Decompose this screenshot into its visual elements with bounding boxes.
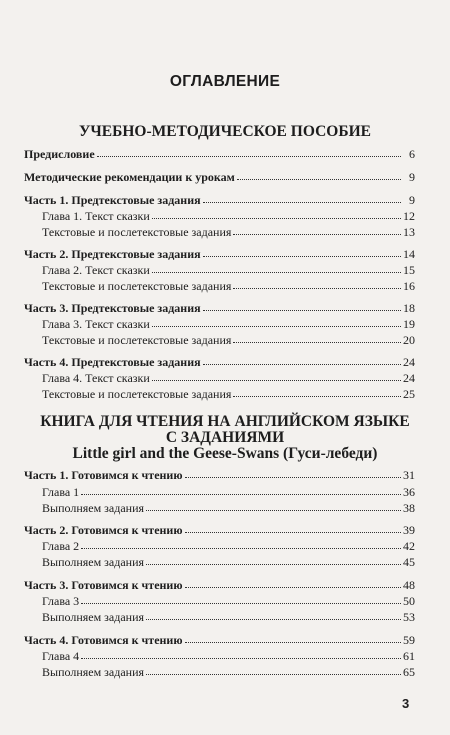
toc-entry-page: 16 [403, 279, 415, 293]
page-title: ОГЛАВЛЕНИЕ [169, 73, 281, 90]
toc-entry-reader-part-3[interactable] [24, 577, 415, 593]
dot-leader [146, 609, 401, 620]
toc-entry-label: Текстовые и послетекстовые задания [42, 387, 232, 401]
toc-entry-tasks-2[interactable] [42, 278, 415, 294]
toc-entry-page: 25 [403, 387, 415, 401]
section-heading-methodical: УЧЕБНО-МЕТОДИЧЕСКОЕ ПОСОБИЕ [79, 123, 371, 140]
toc-entry-reader-chapter-1[interactable] [42, 484, 415, 500]
dot-leader [146, 554, 401, 565]
toc-entry-page: 45 [403, 555, 415, 569]
toc-entry-page: 48 [403, 578, 415, 592]
toc-entry-chapter-2[interactable] [42, 262, 415, 278]
toc-entry-page: 50 [403, 594, 415, 608]
toc-entry-label: Часть 2. Готовимся к чтению [24, 523, 183, 537]
toc-entry-label: Часть 3. Предтекстовые задания [24, 301, 201, 315]
toc-entry-label: Глава 4. Текст сказки [42, 371, 150, 385]
toc-entry-page: 38 [403, 501, 415, 515]
dot-leader [152, 208, 401, 219]
toc-entry-label: Текстовые и послетекстовые задания [42, 225, 232, 239]
toc-entry-tasks-4[interactable] [42, 386, 415, 402]
toc-entry-page: 24 [403, 355, 415, 369]
dot-leader [81, 593, 401, 604]
toc-entry-label: Глава 1. Текст сказки [42, 209, 150, 223]
toc-entry-part-4[interactable] [24, 354, 415, 370]
toc-entry-label: Глава 3 [42, 594, 80, 608]
toc-entry-page: 61 [403, 649, 415, 663]
toc-entry-page: 65 [403, 665, 415, 679]
section-heading-reader-line1: КНИГА ДЛЯ ЧТЕНИЯ НА АНГЛИЙСКОМ ЯЗЫКЕ [40, 413, 410, 430]
dot-leader [81, 538, 401, 549]
toc-entry-preface[interactable] [24, 146, 415, 162]
dot-leader [81, 648, 401, 659]
toc-entry-reader-tasks-4[interactable] [42, 664, 415, 680]
toc-entry-label: Выполняем задания [42, 665, 145, 679]
toc-entry-label: Часть 1. Готовимся к чтению [24, 468, 183, 482]
section-heading-reader-line3: Little girl and the Geese-Swans (Гуси-лебеди) [72, 445, 378, 462]
toc-entry-page: 19 [403, 317, 415, 331]
toc-entry-chapter-3[interactable] [42, 316, 415, 332]
dot-leader [233, 386, 401, 397]
toc-entry-page: 31 [403, 468, 415, 482]
toc-entry-page: 12 [403, 209, 415, 223]
dot-leader [146, 664, 401, 675]
dot-leader [233, 224, 401, 235]
toc-entry-part-1[interactable] [24, 192, 415, 208]
toc-entry-label: Выполняем задания [42, 555, 145, 569]
dot-leader [185, 577, 401, 588]
toc-entry-label: Глава 3. Текст сказки [42, 317, 150, 331]
toc-entry-label: Глава 1 [42, 485, 80, 499]
dot-leader [152, 370, 401, 381]
dot-leader [237, 169, 401, 180]
toc-entry-reader-chapter-3[interactable] [42, 593, 415, 609]
toc-entry-label: Глава 2 [42, 539, 80, 553]
toc-entry-chapter-1[interactable] [42, 208, 415, 224]
toc-entry-page: 13 [403, 225, 415, 239]
toc-entry-part-2[interactable] [24, 246, 415, 262]
toc-entry-reader-part-1[interactable] [24, 467, 415, 483]
dot-leader [233, 332, 401, 343]
page-number: 3 [402, 696, 410, 711]
toc-entry-label: Глава 2. Текст сказки [42, 263, 150, 277]
toc-entry-label: Текстовые и послетекстовые задания [42, 279, 232, 293]
toc-entry-label: Методические рекомендации к урокам [24, 170, 235, 184]
toc-entry-recommendations[interactable] [24, 169, 415, 185]
dot-leader [203, 246, 401, 257]
toc-entry-label: Часть 2. Предтекстовые задания [24, 247, 201, 261]
toc-entry-page: 9 [409, 170, 415, 184]
toc-entry-part-3[interactable] [24, 300, 415, 316]
toc-entry-reader-part-2[interactable] [24, 522, 415, 538]
toc-entry-page: 15 [403, 263, 415, 277]
dot-leader [152, 262, 401, 273]
toc-entry-chapter-4[interactable] [42, 370, 415, 386]
toc-entry-reader-part-4[interactable] [24, 632, 415, 648]
dot-leader [185, 522, 401, 533]
dot-leader [203, 192, 401, 203]
toc-entry-label: Выполняем задания [42, 610, 145, 624]
toc-entry-label: Часть 4. Готовимся к чтению [24, 633, 183, 647]
toc-entry-label: Часть 1. Предтекстовые задания [24, 193, 201, 207]
dot-leader [97, 146, 401, 157]
dot-leader [203, 354, 401, 365]
toc-entry-reader-tasks-3[interactable] [42, 609, 415, 625]
toc-entry-reader-tasks-1[interactable] [42, 500, 415, 516]
dot-leader [146, 500, 401, 511]
toc-entry-tasks-1[interactable] [42, 224, 415, 240]
dot-leader [152, 316, 401, 327]
toc-entry-page: 14 [403, 247, 415, 261]
toc-entry-page: 39 [403, 523, 415, 537]
toc-entry-label: Выполняем задания [42, 501, 145, 515]
toc-entry-tasks-3[interactable] [42, 332, 415, 348]
toc-entry-page: 9 [409, 193, 415, 207]
toc-entry-page: 18 [403, 301, 415, 315]
toc-entry-label: Предисловие [24, 147, 95, 161]
toc-entry-reader-chapter-2[interactable] [42, 538, 415, 554]
section-heading-reader-line2: С ЗАДАНИЯМИ [165, 429, 285, 446]
toc-entry-page: 20 [403, 333, 415, 347]
toc-entry-reader-chapter-4[interactable] [42, 648, 415, 664]
toc-entry-reader-tasks-2[interactable] [42, 554, 415, 570]
toc-entry-page: 59 [403, 633, 415, 647]
dot-leader [233, 278, 401, 289]
toc-entry-page: 6 [409, 147, 415, 161]
toc-entry-page: 24 [403, 371, 415, 385]
toc-entry-page: 42 [403, 539, 415, 553]
toc-entry-label: Часть 3. Готовимся к чтению [24, 578, 183, 592]
toc-entry-page: 53 [403, 610, 415, 624]
toc-entry-label: Текстовые и послетекстовые задания [42, 333, 232, 347]
toc-entry-label: Глава 4 [42, 649, 80, 663]
toc-entry-page: 36 [403, 485, 415, 499]
dot-leader [185, 467, 401, 478]
dot-leader [203, 300, 401, 311]
dot-leader [185, 632, 401, 643]
toc-entry-label: Часть 4. Предтекстовые задания [24, 355, 201, 369]
dot-leader [81, 484, 401, 495]
